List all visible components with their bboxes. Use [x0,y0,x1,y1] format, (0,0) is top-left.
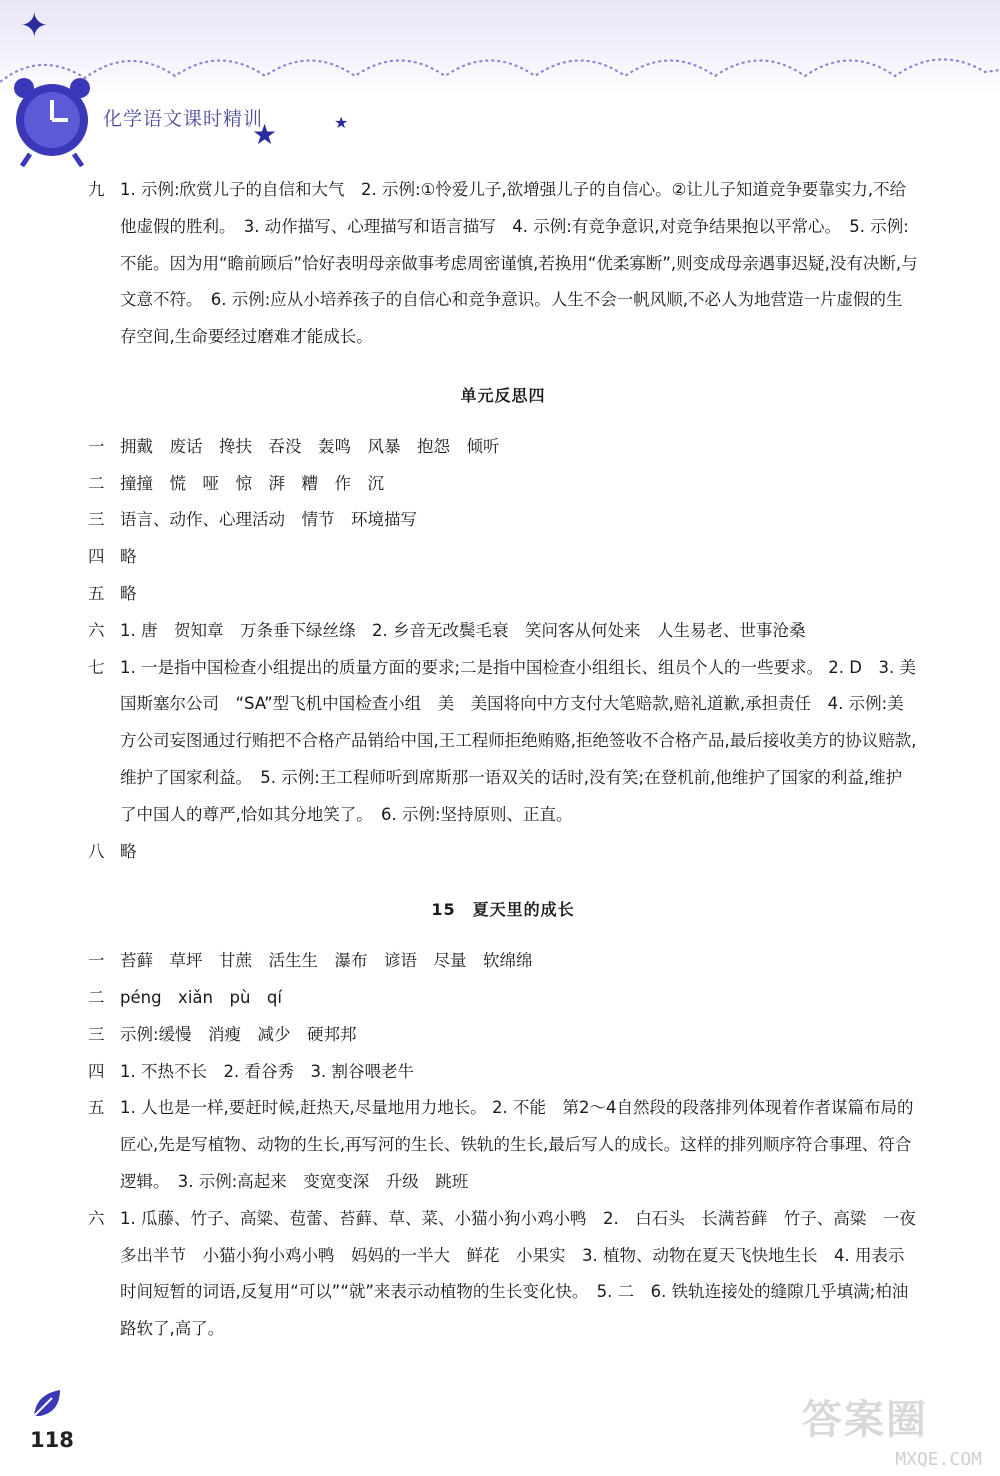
answer-item [88,943,918,980]
cloud-border-decoration [0,0,1000,95]
answer-item [88,980,918,1017]
item-text: péng xiǎn pù qí [120,987,282,1007]
section-title: 单元反思四 [460,385,546,405]
item-text: 略 [120,841,137,861]
star-icon: ★ [334,113,349,132]
section-title: 15 夏天里的成长 [431,900,575,920]
page-number: 118 [30,1428,74,1452]
item-text: 语言、动作、心理活动 情节 环境描写 [120,510,417,530]
item-number: 二 [88,473,105,493]
header-band [0,0,1000,95]
item-text: 苔藓 草坪 甘蔗 活生生 瀑布 谚语 尽量 软绵绵 [120,951,533,971]
watermark-text: 答案圈 [802,1397,928,1443]
answer-item [88,834,918,871]
item-number: 四 [88,1061,105,1081]
star-icon: ✦ [20,6,49,46]
answer-content [88,172,918,1348]
answer-item [88,1201,918,1348]
answer-item [88,650,918,834]
item-text: 1. 唐 贺知章 万条垂下绿丝绦 2. 乡音无改鬓毛衰 笑问客从何处来 人生易老、世事沧桑 [120,620,806,640]
item-number: 三 [88,1024,105,1044]
item-text: 拥戴 废话 搀扶 吞没 轰鸣 风暴 抱怨 倾听 [120,436,500,456]
item-number: 一 [88,436,105,456]
item-number: 八 [88,841,105,861]
item-text: 1. 人也是一样,要赶时候,赶热天,尽量地用力地长。 2. 不能 第2～4自然段的段落排列体现着作者谋篇布局的匠心,先是写植物、动物的生长,再写河的生长、铁轨的生长,最后写人的成长。这样的排列顺序符合事理、符合逻辑。 3. 示例:高起来 变宽变深 升级 跳班 [120,1098,914,1191]
answer-item [88,429,918,466]
item-text: 1. 示例:欣赏儿子的自信和大气 2. 示例:①怜爱儿子,欲增强儿子的自信心。②让儿子知道竞争要靠实力,不给他虚假的胜利。 3. 动作描写、心理描写和语言描写 4. 示例:有竞争意识,对竞争结果抱以平常心。 5. 示例:不能。因为用“瞻前顾后”恰好表明母亲做事考虑周密谨慎,若换用“优柔寡断”,则变成母亲遇事迟疑,没有决断,与文意不符。 6. 示例:应从小培养孩子的自信心和竞争意识。人生不会一帆风顺,不必人为地营造一片虚假的生存空间,生命要经过磨难才能成长。 [120,180,918,347]
item-number: 六 [88,1208,105,1228]
item-number: 六 [88,620,105,640]
answer-item [88,466,918,503]
answer-item-9 [88,172,918,356]
series-title: 化学语文课时精训 [103,108,264,130]
item-number: 四 [88,547,105,567]
alarm-clock-logo [6,70,98,170]
watermark-url: MXQE.COM [895,1449,982,1470]
answer-item [88,1054,918,1091]
item-text: 略 [120,547,137,567]
item-number: 一 [88,951,105,971]
answer-item [88,576,918,613]
answer-item [88,1090,918,1200]
watermark [802,1388,982,1474]
item-text: 1. 一是指中国检查小组提出的质量方面的要求;二是指中国检查小组组长、组员个人的一些要求。 2. D 3. 美国斯塞尔公司 “SA”型飞机中国检查小组 美 美国将向中方支付大笔赔款,赔礼道歉,承担责任 4. 示例:美方公司妄图通过行贿把不合格产品销给中国,王工程师拒绝贿赂,拒绝签收不合格产品,最后接收美方的协议赔款,维护了国家利益。 5. 示例:王工程师听到席斯那一语双关的话时,没有笑;在登机前,他维护了国家的利益,维护了中国人的尊严,恰如其分地笑了。 6. 示例:坚持原则、正直。 [120,657,917,824]
item-number: 三 [88,510,105,530]
item-number: 七 [88,657,105,677]
leaf-icon [30,1386,66,1422]
item-text: 示例:缓慢 消瘦 减少 硬邦邦 [120,1024,357,1044]
answer-item [88,613,918,650]
star-icon: ★ [252,118,278,151]
answer-item [88,539,918,576]
item-number: 二 [88,987,105,1007]
item-number: 五 [88,1098,105,1118]
answer-item [88,502,918,539]
item-text: 1. 瓜藤、竹子、高粱、苞蕾、苔藓、草、菜、小猫小狗小鸡小鸭 2. 白石头 长满苔藓 竹子、高粱 一夜多出半节 小猫小狗小鸡小鸭 妈妈的一半大 鲜花 小果实 3. 植物、动物在夏天飞快地生长 4. 用表示时间短暂的词语,反复用“可以”“就”来表示动植物的生长变化快。 5. 二 6. 铁轨连接处的缝隙几乎填满;柏油路软了,高了。 [120,1208,916,1339]
item-text: 1. 不热不长 2. 看谷秀 3. 割谷喂老牛 [120,1061,414,1081]
item-number: 五 [88,583,105,603]
item-number: 九 [88,180,105,199]
item-text: 撞撞 慌 哑 惊 湃 糟 作 沉 [120,473,384,493]
item-text: 略 [120,583,137,603]
answer-item [88,1017,918,1054]
